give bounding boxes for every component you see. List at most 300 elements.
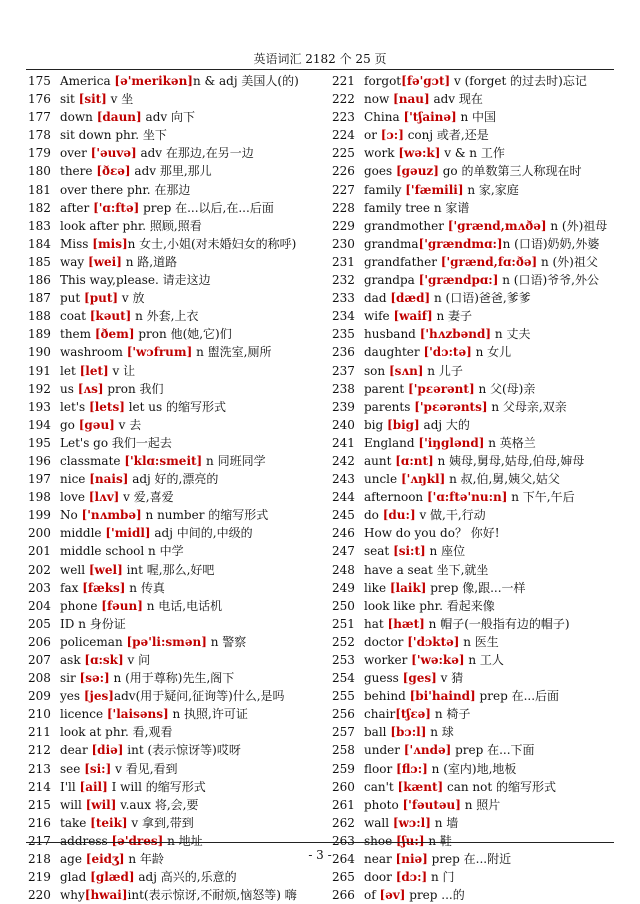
entry-def: I will 的缩写形式 xyxy=(107,779,206,794)
entry-def: n 照片 xyxy=(460,797,501,812)
entry-ipa: [dɔ:] xyxy=(395,870,428,885)
entry-num: 241 xyxy=(332,435,355,450)
entry-num: 262 xyxy=(332,815,355,830)
entry-word: doctor xyxy=(364,634,408,649)
entry-word: work xyxy=(364,146,399,161)
entry-num: 197 xyxy=(28,472,51,487)
entry-ipa: ['dɔktə] xyxy=(407,634,460,649)
entry-def: adv 在那边,在另一边 xyxy=(136,146,254,161)
entry-num: 189 xyxy=(28,327,51,342)
vocab-entry xyxy=(28,615,328,633)
vocab-entry xyxy=(28,434,328,452)
entry-num: 216 xyxy=(28,815,51,830)
entry-ipa: ['grænd,fɑ:ðə] xyxy=(440,254,538,269)
entry-num: 199 xyxy=(28,508,51,523)
vocab-entry xyxy=(332,307,632,325)
vocab-entry xyxy=(332,669,632,687)
entry-num: 265 xyxy=(332,870,355,885)
entry-ipa: [waif] xyxy=(393,309,433,324)
entry-ipa: [ə'dres] xyxy=(111,833,164,848)
vocab-entry xyxy=(332,470,632,488)
entry-def: n 身份证 xyxy=(74,616,126,631)
vocab-entry xyxy=(332,72,632,90)
entry-num: 196 xyxy=(28,453,51,468)
entry-def: adv(用于疑问,征询等)什么,是吗 xyxy=(113,689,285,704)
entry-def: n 椅子 xyxy=(431,707,471,722)
vocab-entry xyxy=(332,217,632,235)
entry-word: England xyxy=(364,435,419,450)
entry-word: like xyxy=(364,580,390,595)
entry-def: can not 的缩写形式 xyxy=(443,779,557,794)
vocab-entry xyxy=(28,108,328,126)
entry-word: us xyxy=(60,381,78,396)
entry-def: n 中学 xyxy=(144,544,184,559)
vocab-entry xyxy=(28,307,328,325)
vocab-entry xyxy=(332,886,632,904)
entry-ipa: [teik] xyxy=(90,815,128,830)
entry-word: wall xyxy=(364,815,393,830)
entry-word: hat xyxy=(364,616,388,631)
entry-word: I'll xyxy=(60,779,80,794)
vocab-entry xyxy=(28,181,328,199)
entry-num: 175 xyxy=(28,74,51,88)
vocab-entry xyxy=(332,778,632,796)
entry-num: 177 xyxy=(28,110,51,125)
entry-def: 你好! xyxy=(466,526,500,541)
entry-num: 194 xyxy=(28,417,51,432)
entry-word: Miss xyxy=(60,236,93,251)
entry-def: v 去 xyxy=(114,417,142,432)
entry-num: 238 xyxy=(332,381,355,396)
entry-def: adj 大的 xyxy=(419,417,470,432)
entry-ipa: [eidʒ] xyxy=(85,852,125,867)
vocab-entry xyxy=(332,253,632,271)
entry-word: let xyxy=(60,363,80,378)
entry-word: phone xyxy=(60,598,102,613)
entry-def: n 工人 xyxy=(464,653,504,667)
vocab-entry xyxy=(332,597,632,615)
entry-word: over there xyxy=(60,182,124,197)
entry-def: n 执照,许可证 xyxy=(168,707,248,722)
vocab-entry xyxy=(28,778,328,796)
entry-word: yes xyxy=(60,689,84,704)
entry-def: n 父(母)亲 xyxy=(474,381,536,396)
entry-def: n 路,道路 xyxy=(121,254,178,269)
page-header: 英语词汇 2182 个 25 页 xyxy=(253,52,387,66)
entry-def: v (forget 的过去时)忘记 xyxy=(450,74,587,88)
entry-word: dear xyxy=(60,743,92,758)
vocab-entry xyxy=(332,633,632,651)
vocab-entry xyxy=(28,760,328,778)
vocab-entry xyxy=(332,325,632,343)
vocab-entry xyxy=(332,362,632,380)
vocab-entry xyxy=(28,398,328,416)
entry-word: afternoon xyxy=(364,490,427,505)
entry-num: 182 xyxy=(28,200,51,215)
entry-num: 192 xyxy=(28,381,51,396)
entry-def: n 家谱 xyxy=(430,200,470,215)
entry-def: n 传真 xyxy=(125,580,165,595)
entry-num: 207 xyxy=(28,653,51,667)
entry-ipa: [niə] xyxy=(395,852,428,867)
entry-num: 205 xyxy=(28,616,51,631)
entry-word: classmate xyxy=(60,453,125,468)
entry-word: look like xyxy=(364,598,416,613)
entry-ipa: [fæks] xyxy=(82,580,126,595)
entry-word: address xyxy=(60,833,112,848)
entry-num: 211 xyxy=(28,725,51,740)
entry-num: 219 xyxy=(28,870,51,885)
entry-num: 259 xyxy=(332,761,355,776)
entry-word: look at xyxy=(60,725,102,740)
entry-word: America xyxy=(60,74,115,88)
entry-def: prep 在...以后,在...后面 xyxy=(139,200,274,215)
entry-word: goes xyxy=(364,164,396,179)
entry-def: n 家,家庭 xyxy=(463,182,519,197)
entry-ipa: [sit] xyxy=(78,92,107,107)
entry-word: parents xyxy=(364,399,415,414)
entry-def: n 外套,上衣 xyxy=(131,309,199,324)
entry-def: v 让 xyxy=(108,363,136,378)
entry-word: door xyxy=(364,870,396,885)
entry-num: 215 xyxy=(28,797,51,812)
entry-word: grandfather xyxy=(364,254,441,269)
entry-word: over xyxy=(60,146,91,161)
entry-word: them xyxy=(60,327,95,342)
entry-ipa: [kænt] xyxy=(397,779,444,794)
entry-ipa: ['iŋglənd] xyxy=(418,435,485,450)
entry-num: 210 xyxy=(28,707,51,722)
entry-num: 248 xyxy=(332,562,355,577)
vocab-entry xyxy=(28,162,328,180)
entry-def: n 丈夫 xyxy=(491,327,531,342)
entry-num: 181 xyxy=(28,182,51,197)
entry-def: 请走这边 xyxy=(158,273,211,288)
vocab-entry xyxy=(332,108,632,126)
entry-num: 224 xyxy=(332,128,355,143)
entry-num: 261 xyxy=(332,797,355,812)
entry-word: China xyxy=(364,110,404,125)
entry-def: n 帽子(一般指有边的帽子) xyxy=(424,616,570,631)
entry-word: age xyxy=(60,852,86,867)
entry-num: 185 xyxy=(28,254,51,269)
entry-def: n number 的缩写形式 xyxy=(141,508,269,523)
entry-def: prep 在...附近 xyxy=(427,852,512,867)
entry-def: n 英格兰 xyxy=(484,435,536,450)
entry-word: there xyxy=(60,164,97,179)
entry-ipa: ['hʌzbənd] xyxy=(419,327,492,342)
entry-ipa: ['wə:kə] xyxy=(411,653,465,667)
entry-ipa: [si:] xyxy=(84,761,112,776)
entry-ipa: [gəuz] xyxy=(395,164,439,179)
vocab-entry xyxy=(332,796,632,814)
entry-word: well xyxy=(60,562,89,577)
entry-word: grandpa xyxy=(364,273,419,288)
entry-def: n 地址 xyxy=(163,833,203,848)
entry-num: 247 xyxy=(332,544,355,559)
entry-word: aunt xyxy=(364,453,396,468)
entry-word: sit xyxy=(60,92,79,107)
entry-def: prep 在...下面 xyxy=(451,743,535,758)
entry-ipa: ['pεərənt] xyxy=(408,381,475,396)
vocab-entry xyxy=(332,705,632,723)
vocab-entry xyxy=(28,380,328,398)
entry-def: n 年龄 xyxy=(124,852,164,867)
vocab-entry xyxy=(28,542,328,560)
entry-ipa: [ðem] xyxy=(94,327,135,342)
entry-ipa: [ðεə] xyxy=(96,164,131,179)
entry-word: have a seat xyxy=(364,562,433,577)
entry-def: n 鞋 xyxy=(424,833,452,848)
entry-def: v 看见,看到 xyxy=(111,761,178,776)
entry-ipa: [lets] xyxy=(89,399,125,414)
entry-ipa: [ges] xyxy=(402,671,437,686)
entry-num: 257 xyxy=(332,725,355,740)
entry-def: n 医生 xyxy=(459,634,499,649)
entry-ipa: [wə:k] xyxy=(398,146,441,161)
vocab-entry xyxy=(28,72,328,90)
entry-def: v 爱,喜爱 xyxy=(119,490,174,505)
entry-def: n 中国 xyxy=(456,110,497,125)
vocab-entry xyxy=(28,705,328,723)
vocab-entry xyxy=(332,814,632,832)
entry-ipa: [nau] xyxy=(393,92,430,107)
vocab-entry xyxy=(332,452,632,470)
entry-def: prep 像,跟...一样 xyxy=(426,580,526,595)
entry-num: 202 xyxy=(28,562,51,577)
entry-num: 256 xyxy=(332,707,355,722)
entry-num: 186 xyxy=(28,273,51,288)
entry-num: 204 xyxy=(28,598,51,613)
entry-ipa: [sʌn] xyxy=(388,363,424,378)
entry-ipa: [wei] xyxy=(88,254,122,269)
entry-ipa: [mis] xyxy=(92,236,128,251)
entry-ipa: [put] xyxy=(84,291,119,306)
entry-word: ball xyxy=(364,725,391,740)
vocab-entry xyxy=(28,343,328,361)
vocab-entry xyxy=(28,253,328,271)
entry-num: 243 xyxy=(332,472,355,487)
entry-num: 263 xyxy=(332,833,355,848)
vocab-entry xyxy=(28,126,328,144)
entry-word: why xyxy=(60,888,85,903)
entry-num: 252 xyxy=(332,634,355,649)
entry-def: phr. 看,观看 xyxy=(101,725,173,740)
vocab-entry xyxy=(332,181,632,199)
entry-word: How do you do？ xyxy=(364,526,467,541)
entry-word: love xyxy=(60,490,89,505)
entry-num: 180 xyxy=(28,164,51,179)
entry-def: phr. 坐下 xyxy=(111,128,167,143)
vocab-entry xyxy=(332,126,632,144)
header-rule xyxy=(26,69,614,70)
entry-ipa: [wil] xyxy=(85,797,117,812)
entry-def: v 放 xyxy=(118,291,145,306)
vocab-entry xyxy=(332,687,632,705)
entry-ipa: [sə:] xyxy=(79,671,110,686)
entry-ipa: ['grændmɑ:] xyxy=(418,236,503,251)
entry-ipa: [laik] xyxy=(389,580,427,595)
entry-num: 231 xyxy=(332,254,355,269)
entry-num: 227 xyxy=(332,182,355,197)
entry-def: n (外)祖父 xyxy=(537,254,598,269)
entry-ipa: [ə'merikən] xyxy=(114,74,193,88)
entry-def: prep 在...后面 xyxy=(475,689,560,704)
entry-ipa: ['klɑ:smeit] xyxy=(124,453,203,468)
entry-word: ask xyxy=(60,653,85,667)
entry-word: washroom xyxy=(60,345,127,360)
entry-num: 183 xyxy=(28,218,51,233)
entry-word: photo xyxy=(364,797,403,812)
entry-ipa: ['pεərənts] xyxy=(414,399,488,414)
entry-word: can't xyxy=(364,779,398,794)
entry-num: 178 xyxy=(28,128,51,143)
entry-def: n (外)祖母 xyxy=(546,218,608,233)
vocab-entry xyxy=(28,325,328,343)
entry-ipa: ['tʃainə] xyxy=(403,110,457,125)
entry-num: 221 xyxy=(332,74,355,88)
entry-word: will xyxy=(60,797,86,812)
entry-def: n 同班同学 xyxy=(202,453,266,468)
entry-word: worker xyxy=(364,653,412,667)
entry-def: adj 中间的,中级的 xyxy=(150,526,253,541)
entry-word: or xyxy=(364,128,381,143)
entry-def: n 女士,小姐(对未婚妇女的称呼) xyxy=(127,236,297,251)
entry-def: v 坐 xyxy=(106,92,134,107)
vocab-entry xyxy=(332,579,632,597)
entry-num: 226 xyxy=(332,164,355,179)
entry-ipa: [kəut] xyxy=(89,309,132,324)
entry-def: n (用于尊称)先生,阁下 xyxy=(109,671,235,686)
entry-num: 264 xyxy=(332,852,355,867)
entry-def: prep ...的 xyxy=(405,888,465,903)
entry-def: pron 他(她,它)们 xyxy=(134,327,232,342)
vocab-entry xyxy=(332,615,632,633)
entry-num: 236 xyxy=(332,345,355,360)
entry-ipa: ['wɔfrum] xyxy=(126,345,193,360)
entry-ipa: [big] xyxy=(387,417,420,432)
entry-word: dad xyxy=(364,291,391,306)
vocab-entry xyxy=(28,561,328,579)
entry-def: n 下午,午后 xyxy=(507,490,575,505)
entry-ipa: [glæd] xyxy=(90,870,135,885)
entry-num: 232 xyxy=(332,273,355,288)
vocab-entry xyxy=(28,886,328,904)
vocab-entry xyxy=(332,506,632,524)
entry-ipa: [pə'li:smən] xyxy=(126,634,207,649)
entry-def: int (表示惊讶等)哎呀 xyxy=(123,743,241,758)
entry-word: go xyxy=(60,417,79,432)
entry-word: son xyxy=(364,363,389,378)
vocab-entry xyxy=(28,579,328,597)
entry-num: 214 xyxy=(28,779,51,794)
entry-ipa: [fəun] xyxy=(101,598,143,613)
entry-num: 206 xyxy=(28,634,51,649)
entry-ipa: ['nʌmbə] xyxy=(81,508,142,523)
vocab-entry xyxy=(28,741,328,759)
entry-def: conj 或者,还是 xyxy=(403,128,489,143)
vocab-entry xyxy=(28,506,328,524)
entry-def: v.aux 将,会,要 xyxy=(116,797,199,812)
entry-ipa: [ɑ:nt] xyxy=(395,453,434,468)
entry-ipa: ['ɑ:ftə] xyxy=(93,200,140,215)
entry-word: ID xyxy=(60,616,75,631)
entry-word: down xyxy=(60,110,97,125)
vocab-entry xyxy=(28,868,328,886)
entry-num: 218 xyxy=(28,852,51,867)
entry-num: 225 xyxy=(332,146,355,161)
entry-def: 我们一起去 xyxy=(108,435,172,450)
entry-ipa: [daun] xyxy=(96,110,142,125)
vocab-entry xyxy=(332,380,632,398)
entry-ipa: ['grændpɑ:] xyxy=(418,273,499,288)
vocab-entry xyxy=(28,524,328,542)
entry-word: This way,please. xyxy=(60,273,159,288)
entry-word: middle school xyxy=(60,544,145,559)
entry-def: n 电话,电话机 xyxy=(142,598,223,613)
vocab-entry xyxy=(28,452,328,470)
entry-num: 223 xyxy=(332,110,355,125)
entry-ipa: [wɔ:l] xyxy=(392,815,431,830)
entry-def: n 女儿 xyxy=(471,345,512,360)
vocab-entry xyxy=(28,362,328,380)
entry-num: 188 xyxy=(28,309,51,324)
vocab-entry xyxy=(332,343,632,361)
vocab-entry xyxy=(28,470,328,488)
vocab-entry xyxy=(28,814,328,832)
entry-ipa: [hæt] xyxy=(387,616,425,631)
entry-word: floor xyxy=(364,761,397,776)
footer-rule xyxy=(26,842,614,843)
entry-word: husband xyxy=(364,327,420,342)
entry-word: forgot xyxy=(364,74,402,88)
entry-word: sir xyxy=(60,671,80,686)
entry-ipa: [tʃεə] xyxy=(395,707,431,722)
vocab-entry xyxy=(332,760,632,778)
entry-word: fax xyxy=(60,580,83,595)
vocab-entry xyxy=(28,235,328,253)
entry-def: adv 向下 xyxy=(141,110,195,125)
entry-def: n 门 xyxy=(427,870,455,885)
vocab-entry xyxy=(28,271,328,289)
vocab-entry xyxy=(28,723,328,741)
vocab-entry xyxy=(332,434,632,452)
vocab-entry xyxy=(28,144,328,162)
entry-word: grandma xyxy=(364,236,419,251)
entry-num: 200 xyxy=(28,526,51,541)
entry-def: n (室内)地,地板 xyxy=(427,761,517,776)
entry-num: 209 xyxy=(28,689,51,704)
entry-def: n (口语)奶奶,外婆 xyxy=(502,236,600,251)
entry-word: near xyxy=(364,852,396,867)
entry-def: n & adj 美国人(的) xyxy=(192,74,299,88)
entry-num: 228 xyxy=(332,200,355,215)
entry-def: phr. 看起来像 xyxy=(415,598,495,613)
entry-word: let's xyxy=(60,399,90,414)
entry-def: pron 我们 xyxy=(103,381,164,396)
vocab-entry xyxy=(28,687,328,705)
entry-num: 266 xyxy=(332,888,355,903)
entry-def: adv 那里,那儿 xyxy=(130,164,212,179)
vocab-entry xyxy=(332,542,632,560)
entry-def: n 座位 xyxy=(425,544,466,559)
entry-word: of xyxy=(364,888,380,903)
entry-def: n (口语)爸爸,爹爹 xyxy=(430,291,531,306)
entry-word: after xyxy=(60,200,94,215)
entry-num: 201 xyxy=(28,544,51,559)
entry-def: v 猜 xyxy=(436,671,464,686)
entry-def: n 墙 xyxy=(430,815,459,830)
